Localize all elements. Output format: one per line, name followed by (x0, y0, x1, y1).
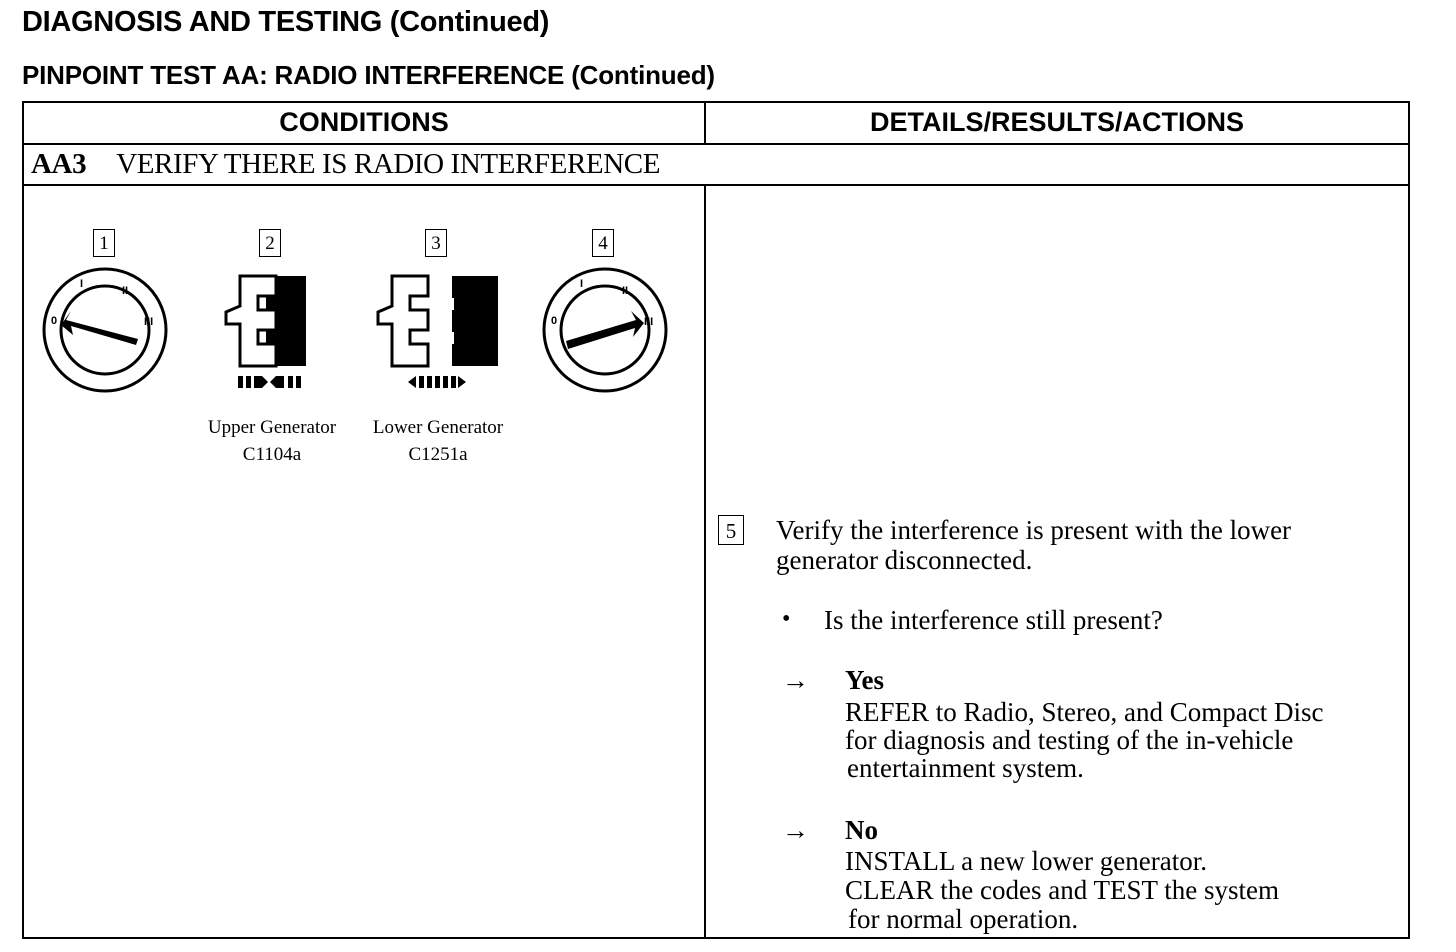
switch-label: II (122, 285, 129, 297)
switch-label: III (644, 316, 654, 328)
arrow-right-icon: → (782, 815, 809, 845)
instruction-line: generator disconnected. (776, 545, 1033, 575)
ignition-switch-off-icon (40, 265, 170, 395)
connector-connected-icon (218, 272, 318, 394)
step-5-number: 5 (718, 515, 744, 545)
caption-line: Lower Generator (372, 417, 504, 438)
answer-yes-line: entertainment system. (847, 753, 1084, 783)
answer-no-line: INSTALL a new lower generator. (845, 846, 1207, 876)
question-text: Is the interference still present? (824, 605, 1163, 635)
answer-yes-line: for diagnosis and testing of the in-vehicle (845, 725, 1294, 755)
answer-no-line: for normal operation. (848, 904, 1079, 934)
page-title: DIAGNOSIS AND TESTING (Continued) (22, 6, 550, 38)
caption-line: C1251a (408, 444, 468, 465)
step-divider (24, 184, 1408, 186)
arrow-right-icon: → (782, 665, 809, 695)
switch-label: 0 (51, 315, 58, 327)
figure-2-number: 2 (259, 229, 281, 257)
caption-line: Upper Generator (207, 417, 337, 438)
column-header-details: DETAILS/RESULTS/ACTIONS (869, 107, 1244, 137)
column-header-conditions: CONDITIONS (279, 107, 449, 137)
figure-2-caption (196, 414, 348, 468)
switch-label: II (622, 285, 629, 297)
column-divider (704, 184, 706, 937)
step-heading (31, 148, 660, 181)
connector-disconnected-icon (370, 272, 505, 394)
instruction-line: Verify the interference is present with the lower (776, 515, 1292, 545)
step-title: VERIFY THERE IS RADIO INTERFERENCE (116, 148, 661, 180)
header-divider (24, 143, 1408, 145)
ignition-switch-run-icon (540, 265, 670, 395)
caption-line: C1104a (242, 444, 302, 465)
answer-no-label: No (845, 815, 878, 845)
switch-label: I (80, 278, 84, 290)
answer-yes-line: REFER to Radio, Stereo, and Compact Disc (845, 697, 1324, 727)
switch-label: I (580, 278, 584, 290)
bullet-icon: • (782, 606, 791, 632)
switch-label: III (144, 316, 154, 328)
figure-1-number: 1 (93, 229, 115, 257)
step-id: AA3 (31, 148, 87, 180)
figure-4-number: 4 (592, 229, 614, 257)
page-subtitle: PINPOINT TEST AA: RADIO INTERFERENCE (Continued) (22, 60, 715, 90)
answer-no-line: CLEAR the codes and TEST the system (845, 875, 1279, 905)
figure-3-number: 3 (425, 229, 447, 257)
switch-label: 0 (551, 315, 558, 327)
figure-3-caption (358, 414, 518, 468)
answer-yes-label: Yes (845, 665, 884, 695)
